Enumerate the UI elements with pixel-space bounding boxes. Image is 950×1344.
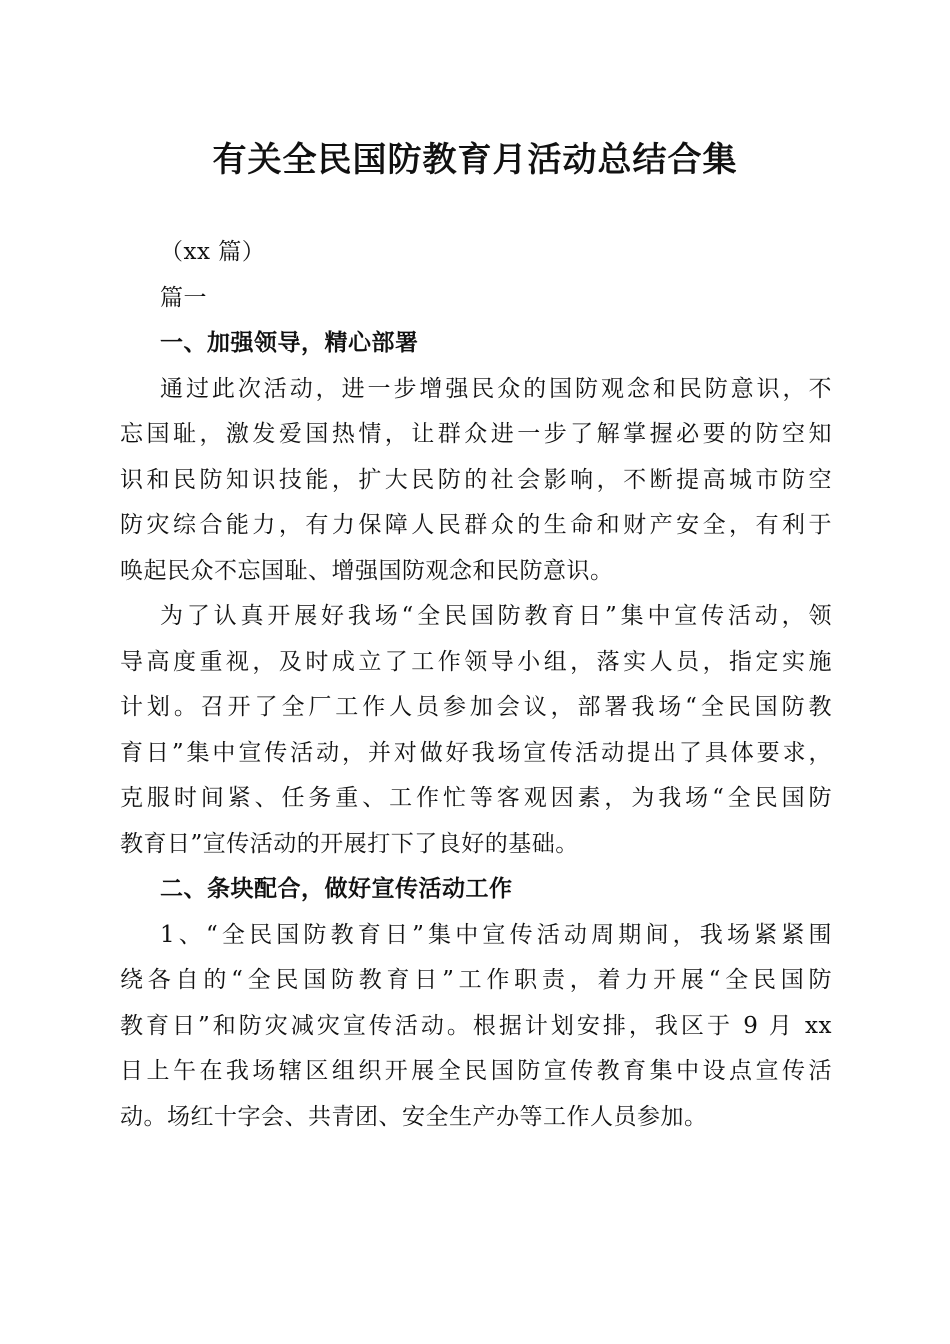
document-title: 有关全民国防教育月活动总结合集 [212,140,738,180]
paragraph-line: 通过此次活动，进一步增强民众的国防观念和民防意识，不 [160,375,832,402]
section-heading: 二、条块配合，做好宣传活动工作 [160,876,513,902]
paragraph-line: 动。场红十字会、共青团、安全生产办等工作人员参加。 [120,1103,708,1130]
document-body [120,230,832,1140]
count-note: （xx 篇） [160,239,266,265]
paragraph-line: 防灾综合能力，有力保障人民群众的生命和财产安全，有利于 [120,512,832,538]
paragraph-line: 唤起民众不忘国耻、增强国防观念和民防意识。 [120,557,614,584]
paragraph-line: 育日”集中宣传活动，并对做好我场宣传活动提出了具体要求， [120,739,832,766]
paragraph-line: 识和民防知识技能，扩大民防的社会影响，不断提高城市防空 [120,466,832,493]
paragraph-line: 克服时间紧、任务重、工作忙等客观因素，为我场“全民国防 [120,785,832,811]
section-heading: 一、加强领导，精心部署 [160,330,419,356]
paragraph-line: 日上午在我场辖区组织开展全民国防宣传教育集中设点宣传活 [120,1058,832,1084]
paragraph-line: 教育日”和防灾减灾宣传活动。根据计划安排，我区于 9 月 xx [120,1012,832,1039]
paragraph-line: 忘国耻，激发爱国热情，让群众进一步了解掌握必要的防空知 [120,421,832,447]
paragraph-line: 为了认真开展好我场“全民国防教育日”集中宣传活动，领 [160,603,832,629]
paragraph-line: 计划。召开了全厂工作人员参加会议，部署我场“全民国防教 [120,694,832,720]
paragraph-line: 教育日”宣传活动的开展打下了良好的基础。 [120,830,579,857]
paragraph [120,367,832,595]
paragraph-line: 导高度重视，及时成立了工作领导小组，落实人员，指定实施 [120,648,832,675]
paragraph [120,913,832,1141]
paragraph-line: 绕各自的“全民国防教育日”工作职责，着力开展“全民国防 [120,967,832,993]
paragraph [120,594,832,867]
paragraph-line: 1、“全民国防教育日”集中宣传活动周期间，我场紧紧围 [160,921,832,948]
part-label: 篇一 [160,284,207,311]
